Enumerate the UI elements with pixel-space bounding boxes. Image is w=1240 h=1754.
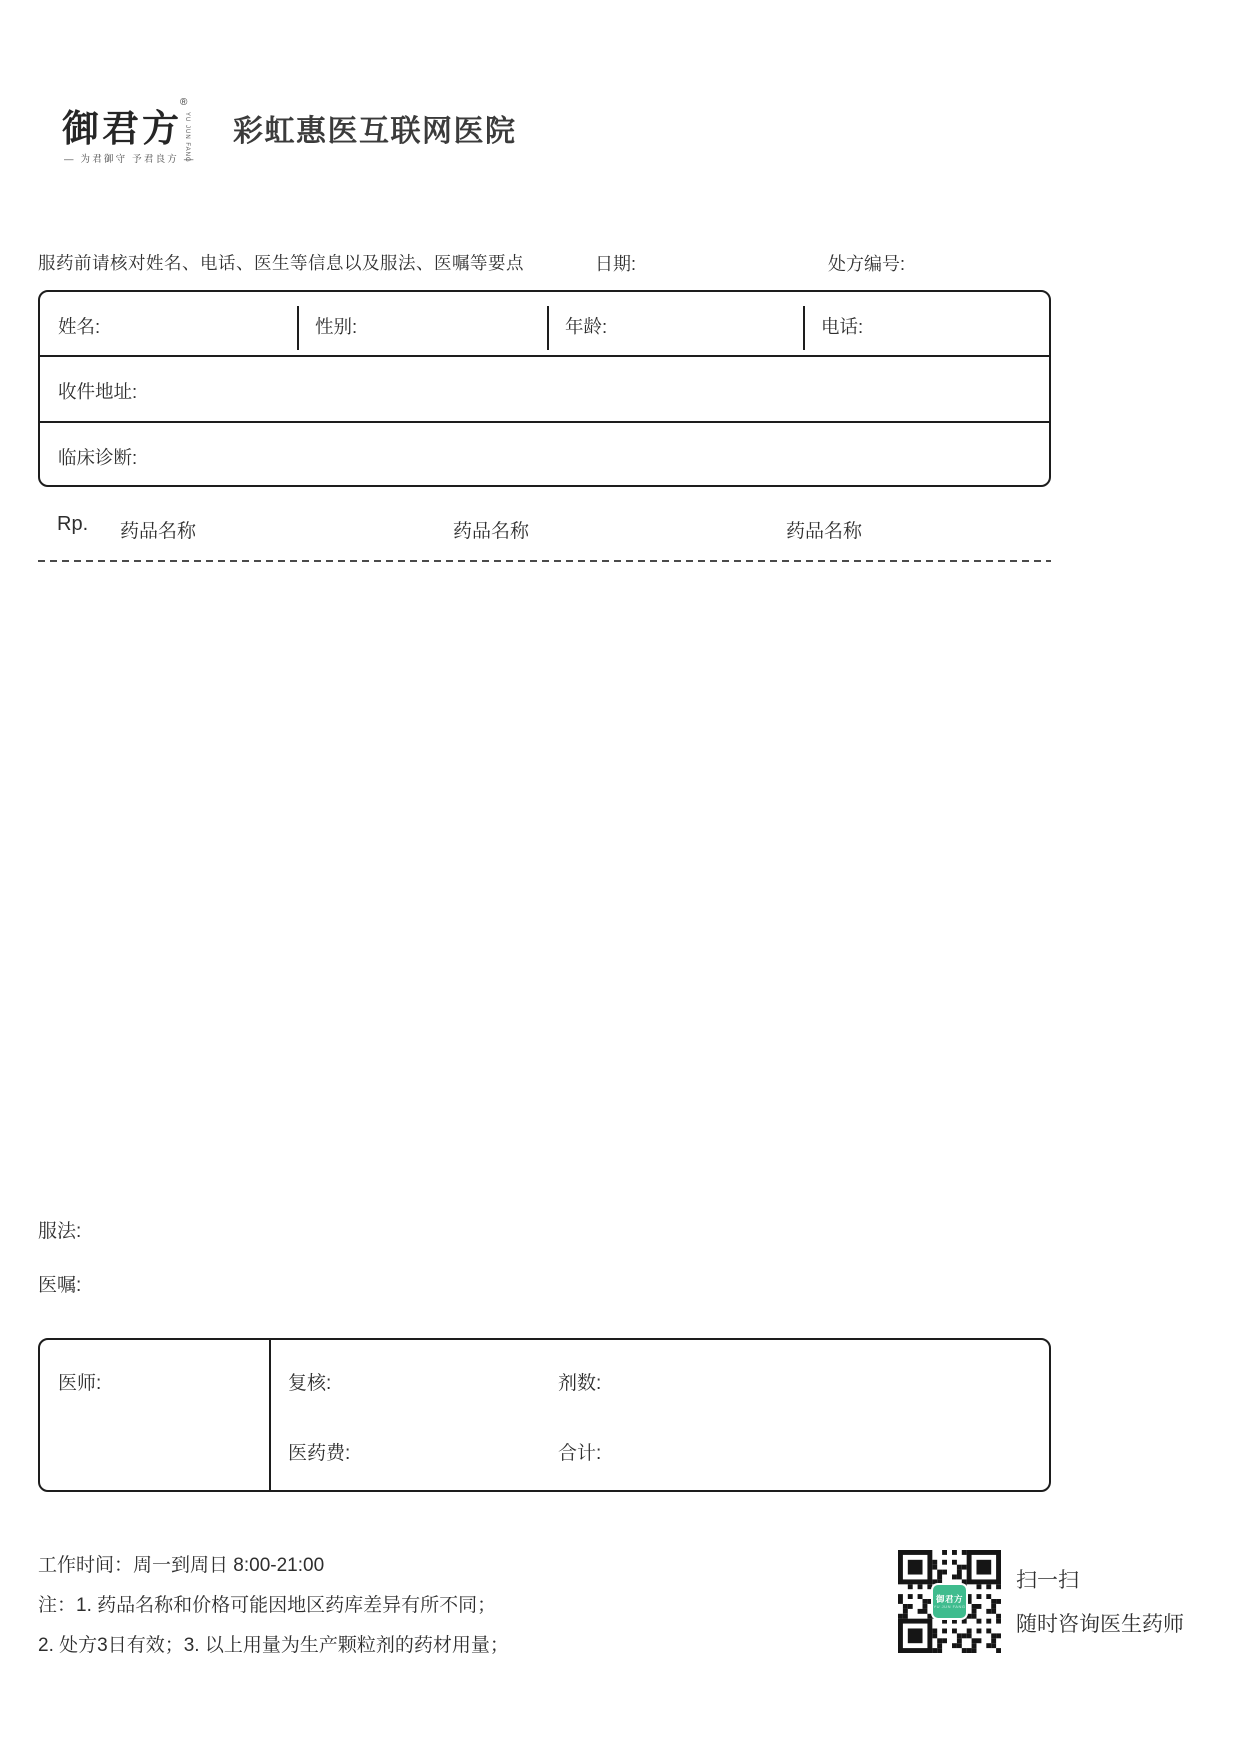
prescription-number-label: 处方编号: — [828, 254, 906, 274]
row-divider — [40, 421, 1049, 423]
patient-info-box — [38, 290, 1051, 487]
phone-field-label: 电话: — [821, 316, 864, 337]
doctor-field-label: 医师: — [58, 1373, 102, 1394]
brand-tagline: — 为君御守 予君良方 — — [64, 154, 196, 165]
drug-name-column-header: 药品名称 — [453, 521, 530, 542]
column-divider — [547, 306, 549, 350]
footnote-2: 2. 处方3日有效；3. 以上用量为生产颗粒剂的药材用量； — [38, 1635, 509, 1656]
doctor-advice-label: 医嘱: — [38, 1275, 82, 1296]
qr-center-logo — [931, 1583, 968, 1620]
address-field-label: 收件地址: — [58, 381, 138, 402]
qr-code — [898, 1550, 1001, 1653]
gender-field-label: 性别: — [315, 316, 358, 337]
rp-label: Rp. — [57, 513, 89, 535]
working-hours: 工作时间：周一到周日 8:00-21:00 — [38, 1555, 325, 1576]
brand-logo: 御君方 — [62, 106, 182, 150]
review-field-label: 复核: — [288, 1373, 332, 1394]
drug-name-column-header: 药品名称 — [786, 521, 863, 542]
scan-label: 扫一扫 — [1016, 1569, 1079, 1592]
drug-name-column-header: 药品名称 — [120, 521, 197, 542]
signature-fee-box — [38, 1338, 1051, 1492]
row-divider — [40, 355, 1049, 357]
usage-method-label: 服法: — [38, 1221, 82, 1242]
hospital-title: 彩虹惠医互联网医院 — [233, 115, 517, 148]
qr-logo-subtext: YU JUN FANG — [933, 1603, 966, 1609]
dashed-separator — [38, 560, 1051, 562]
verification-notice: 服药前请核对姓名、电话、医生等信息以及服法、医嘱等要点 — [38, 253, 524, 273]
consult-label: 随时咨询医生药师 — [1016, 1613, 1184, 1636]
footnote-1: 注：1. 药品名称和价格可能因地区药库差异有所不同； — [38, 1595, 497, 1616]
age-field-label: 年龄: — [565, 316, 608, 337]
brand-pinyin: YU JUN FANG — [184, 112, 190, 163]
column-divider — [803, 306, 805, 350]
date-label: 日期: — [595, 254, 637, 274]
medicine-fee-field-label: 医药费: — [288, 1443, 351, 1464]
name-field-label: 姓名: — [58, 316, 101, 337]
registered-mark: ® — [180, 97, 188, 108]
total-field-label: 合计: — [558, 1443, 602, 1464]
column-divider — [269, 1340, 271, 1490]
column-divider — [297, 306, 299, 350]
dose-count-field-label: 剂数: — [558, 1373, 602, 1394]
qr-logo-text: 御君方 — [935, 1593, 963, 1604]
diagnosis-field-label: 临床诊断: — [58, 447, 138, 468]
